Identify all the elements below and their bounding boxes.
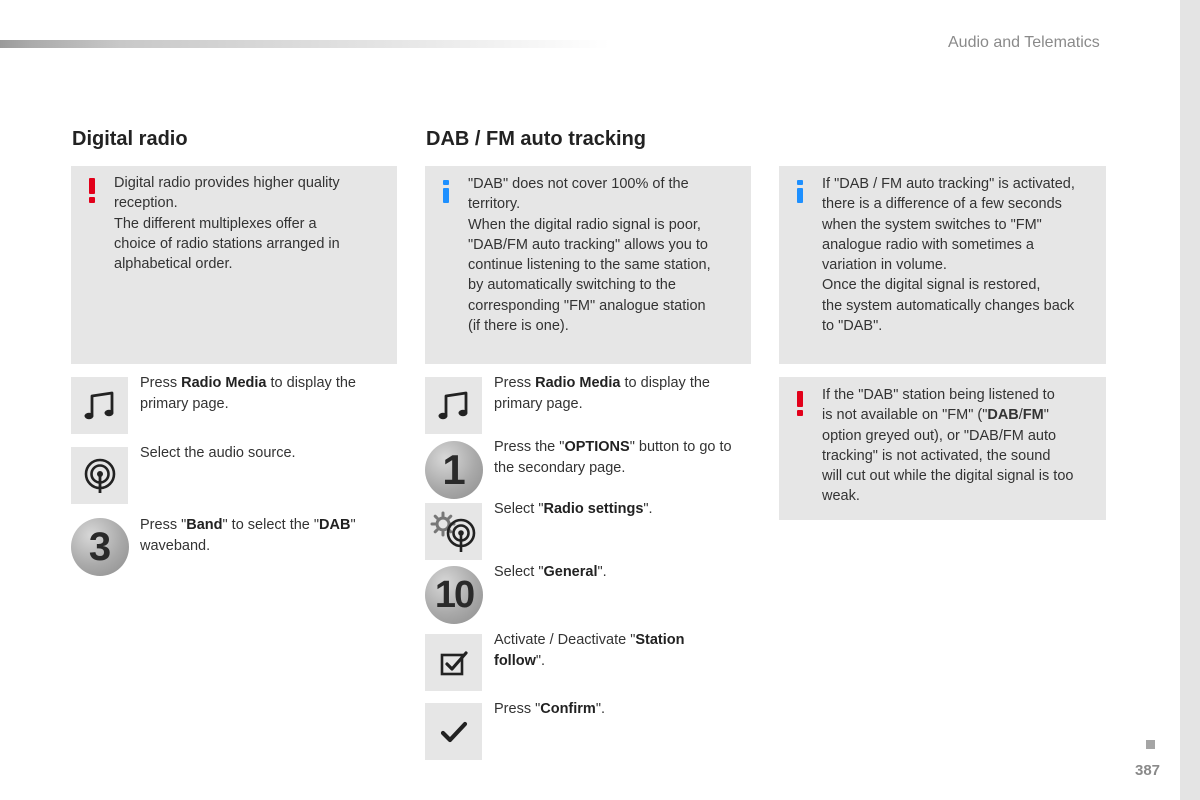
warning-icon	[85, 176, 99, 206]
dab-info-box	[425, 166, 751, 364]
digital-radio-warning-box	[71, 166, 397, 364]
dab-fm-heading: DAB / FM auto tracking	[426, 128, 647, 150]
left-step-3-badge: 3	[71, 518, 129, 576]
mid-step-2-text: Press the "OPTIONS" button to go to the secondary page.	[494, 439, 732, 476]
radio-settings-icon	[425, 503, 482, 560]
auto-tracking-info-box	[779, 166, 1106, 364]
page-edge-tab	[1180, 0, 1200, 800]
info-icon	[439, 176, 453, 206]
left-step-2-text: Select the audio source.	[140, 445, 296, 461]
dab-unavailable-warning-box	[779, 377, 1106, 520]
section-title: Audio and Telematics	[948, 34, 1100, 51]
page-marker	[1146, 740, 1155, 749]
digital-radio-heading: Digital radio	[72, 128, 188, 150]
page-number: 387	[1135, 762, 1161, 779]
radio-media-icon	[71, 377, 128, 434]
mid-step-4-badge: 10	[425, 566, 483, 624]
warning-text: If the "DAB" station being listened to is not available on "FM" ("DAB/FM" option greyed out), or "DAB/FM auto tracking" is not activated, the sound will cut out while the digital signal is too weak.	[822, 387, 1074, 505]
warning-text: Digital radio provides higher quality reception. The different multiplexes offer a choice of radio stations arranged in alphabetical order.	[114, 175, 340, 273]
radio-media-icon	[425, 377, 482, 434]
confirm-check-icon	[425, 703, 482, 760]
checkbox-icon	[425, 634, 482, 691]
mid-step-5-text: Activate / Deactivate "Station follow".	[494, 632, 685, 669]
info-text: "DAB" does not cover 100% of the territory. When the digital radio signal is poor, "DAB/FM auto tracking" allows you to continue listening to the same station, by automatically switching to the corresponding "FM" analogue station (if there is one).	[468, 176, 711, 335]
mid-step-1-text: Press Radio Media to display the primary page.	[494, 375, 710, 412]
warning-icon	[793, 389, 807, 419]
mid-step-4-text: Select "General".	[494, 564, 607, 580]
left-step-3-text: Press "Band" to select the "DAB" waveband.	[140, 517, 356, 554]
audio-source-icon	[71, 447, 128, 504]
mid-step-3-text: Select "Radio settings".	[494, 501, 653, 517]
mid-step-2-badge: 1	[425, 441, 483, 499]
info-text: If "DAB / FM auto tracking" is activated, there is a difference of a few seconds when the system switches to "FM" analogue radio with sometimes a variation in volume. Once the digital signal is restored, the system automatically changes back to "DAB".	[822, 176, 1075, 335]
header-gradient-bar	[0, 40, 610, 48]
left-step-1-text: Press Radio Media to display the primary page.	[140, 375, 356, 412]
info-icon	[793, 176, 807, 206]
mid-step-6-text: Press "Confirm".	[494, 701, 606, 717]
